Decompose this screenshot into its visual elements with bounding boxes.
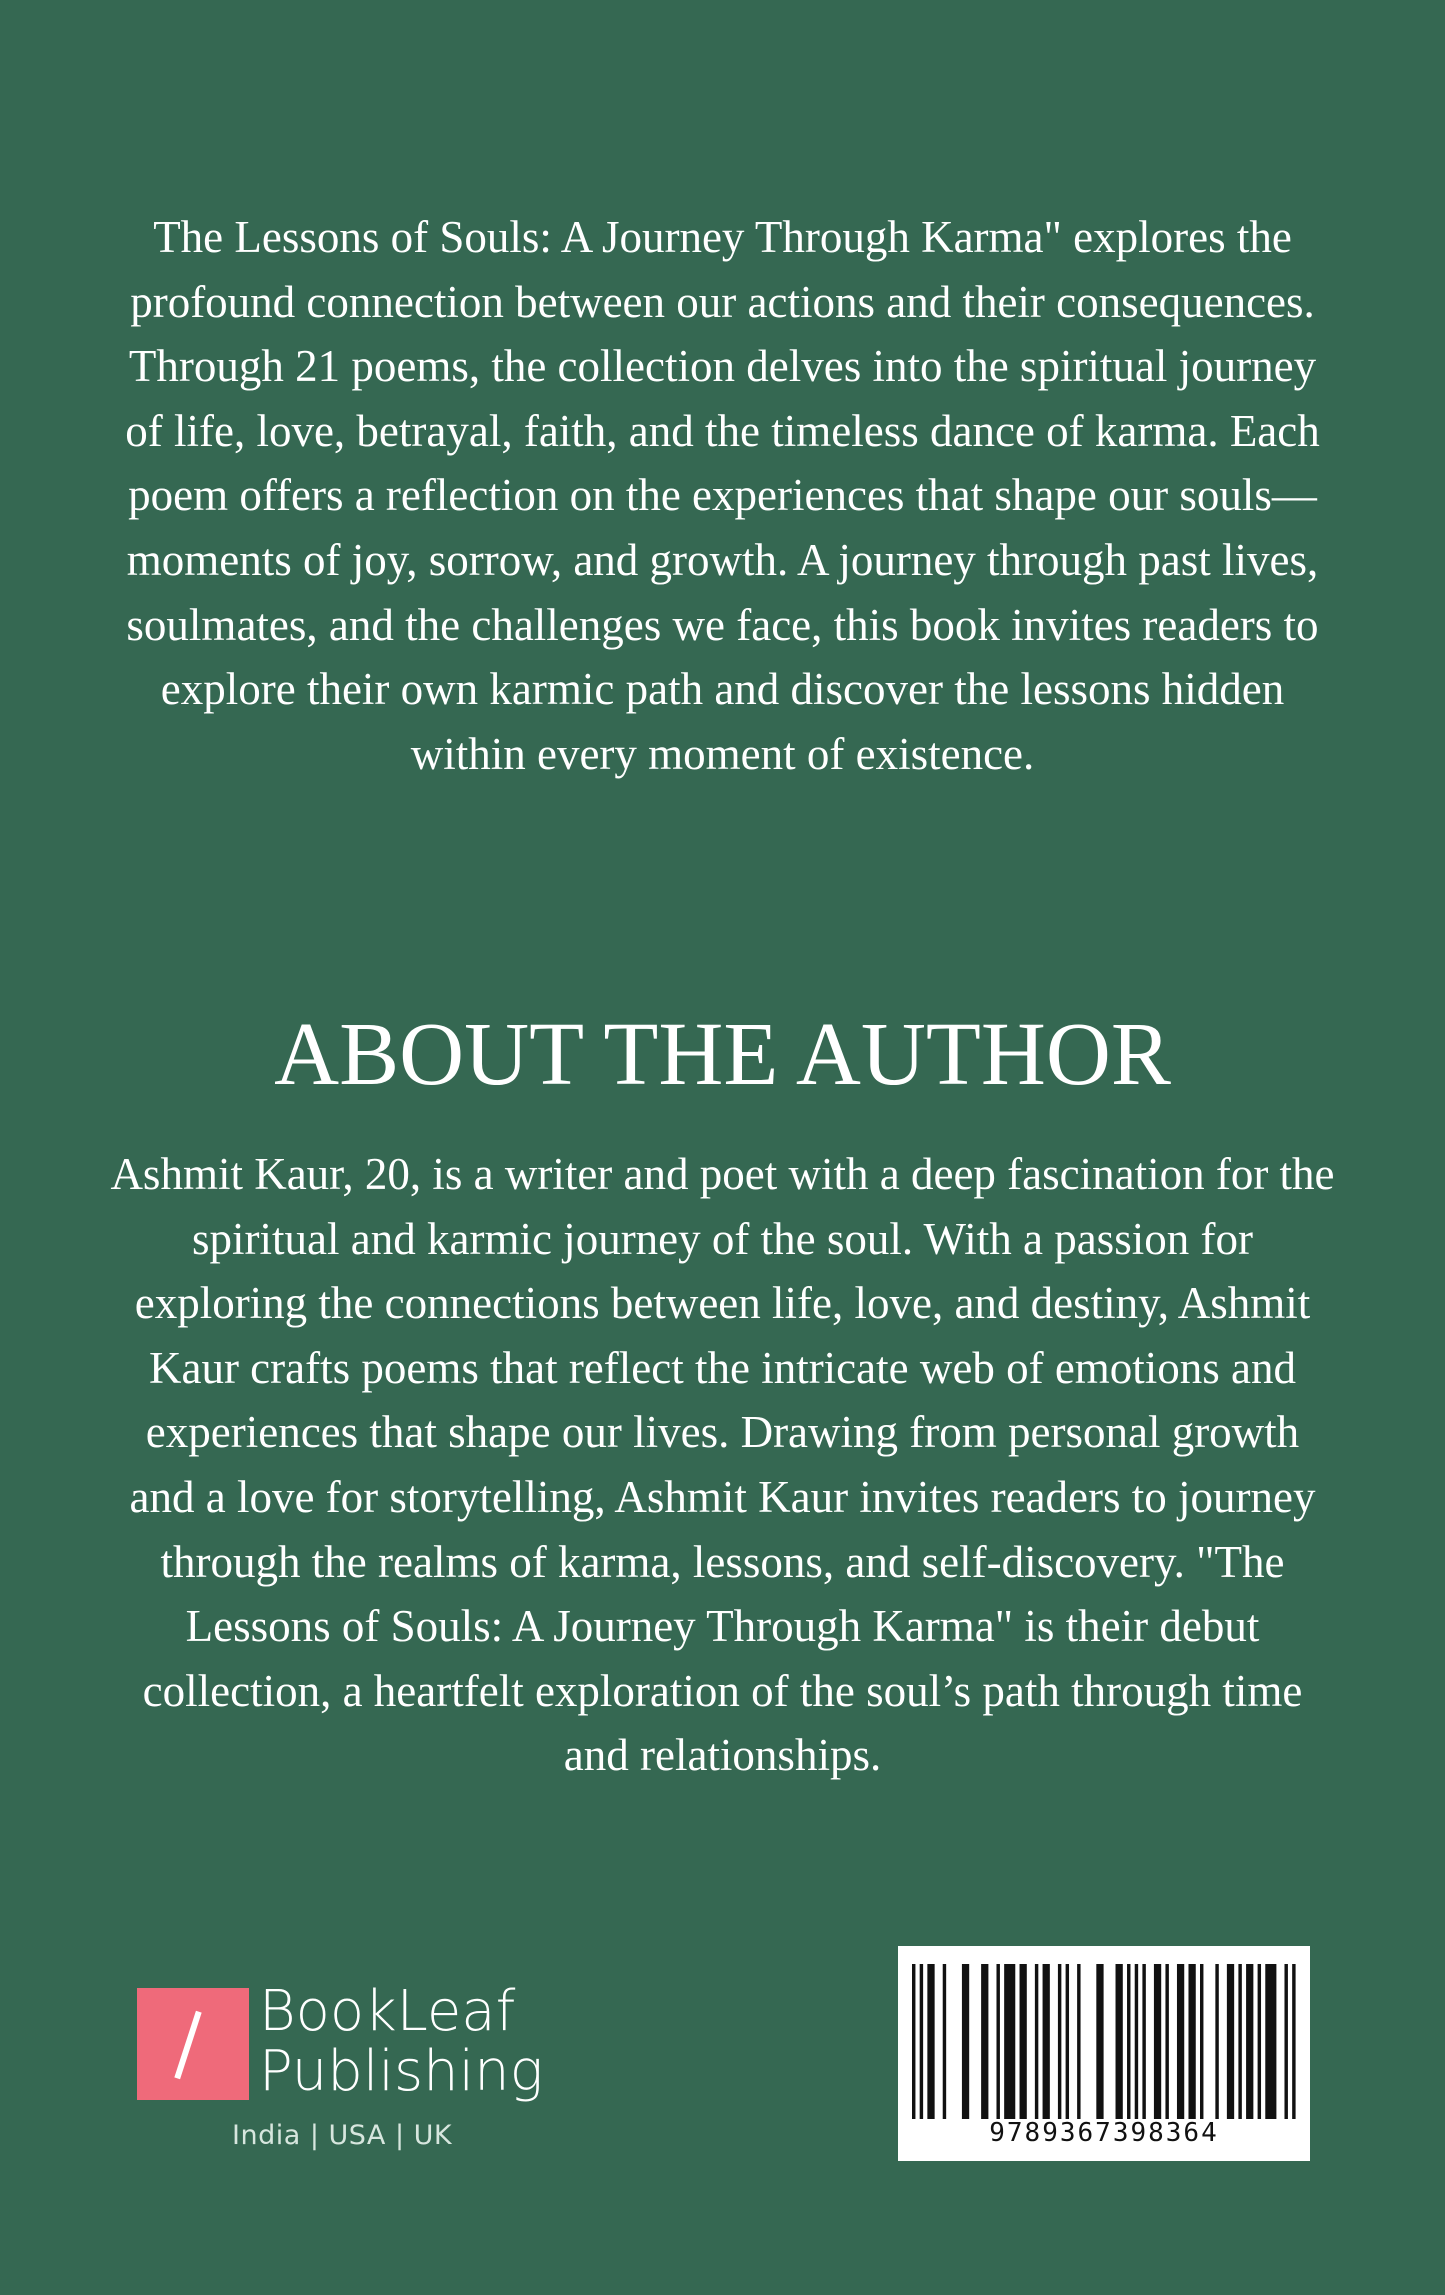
barcode-bar — [920, 1964, 923, 2119]
barcode-bar — [912, 1964, 915, 2119]
publisher-name-line1: BookLeaf — [259, 1979, 516, 2044]
barcode-bar — [1200, 1964, 1203, 2119]
barcode-bar — [1135, 1964, 1138, 2119]
barcode-bar — [1292, 1964, 1295, 2119]
barcode-bar — [1227, 1964, 1234, 2119]
isbn-number: 9789367398364 — [989, 2118, 1219, 2148]
barcode-bar — [1246, 1964, 1253, 2119]
barcode-bar — [1127, 1964, 1130, 2119]
barcode-bar — [1215, 1964, 1218, 2119]
barcode-bar — [962, 1964, 969, 2119]
barcode-bar — [1058, 1964, 1061, 2119]
book-blurb: The Lessons of Souls: A Journey Through Karma" explores the profound connection between our actions and their consequences. Through 21 poems, the collection delves into the spiritual journey of life, love, betrayal, faith, and the timeless dance of karma. Each poem offers a reflection on the experiences that shape our souls—moments of joy, sorrow, and growth. A journey through past lives, soulmates, and the challenges we face, this book invites readers to explore their own karmic path and discover the lessons hidden within every moment of existence. — [125, 212, 1320, 779]
barcode-bar — [1265, 1964, 1276, 2119]
barcode-bar — [1043, 1964, 1050, 2119]
barcode-bar — [1165, 1964, 1168, 2119]
barcode-bar — [981, 1964, 988, 2119]
barcode-bar — [1096, 1964, 1103, 2119]
barcode-bar — [1258, 1964, 1261, 2119]
logo-slash-mark — [174, 2011, 201, 2079]
barcode-bar — [1284, 1964, 1287, 2119]
barcode-bar — [1238, 1964, 1241, 2119]
barcode-bar — [1177, 1964, 1184, 2119]
barcode-bar — [1188, 1964, 1195, 2119]
barcode-bar — [1020, 1964, 1027, 2119]
isbn-barcode — [898, 1946, 1310, 2161]
barcode-bar — [996, 1964, 999, 2119]
barcode-bar — [1066, 1964, 1069, 2119]
barcode-bar — [1004, 1964, 1015, 2119]
publisher-logo — [137, 1979, 557, 2168]
barcode-bar — [1116, 1964, 1123, 2119]
barcode-bar — [1077, 1964, 1080, 2119]
barcode-bar — [927, 1964, 934, 2119]
barcode-bar — [1142, 1964, 1145, 2119]
publisher-name-line2: Publishing — [259, 2039, 544, 2104]
slash-logo-icon — [137, 1988, 249, 2100]
barcode-bar — [943, 1964, 946, 2119]
barcode-icon — [912, 1964, 1296, 2119]
barcode-bar — [1154, 1964, 1161, 2119]
about-author-heading: ABOUT THE AUTHOR — [274, 1005, 1171, 1104]
author-bio: Ashmit Kaur, 20, is a writer and poet with a deep fascination for the spiritual and karmic journey of the soul. With a passion for exploring the connections between life, love, and destiny, Ashmit Kaur crafts poems that reflect the intricate web of emotions and experiences that shape our lives. Drawing from personal growth and a love for storytelling, Ashmit Kaur invites readers to journey through the realms of karma, lessons, and self-discovery. "The Lessons of Souls: A Journey Through Karma" is their debut collection, a heartfelt exploration of the soul’s path through time and relationships. — [110, 1149, 1335, 1781]
barcode-bar — [1035, 1964, 1038, 2119]
publisher-regions: India | USA | UK — [232, 2120, 453, 2151]
